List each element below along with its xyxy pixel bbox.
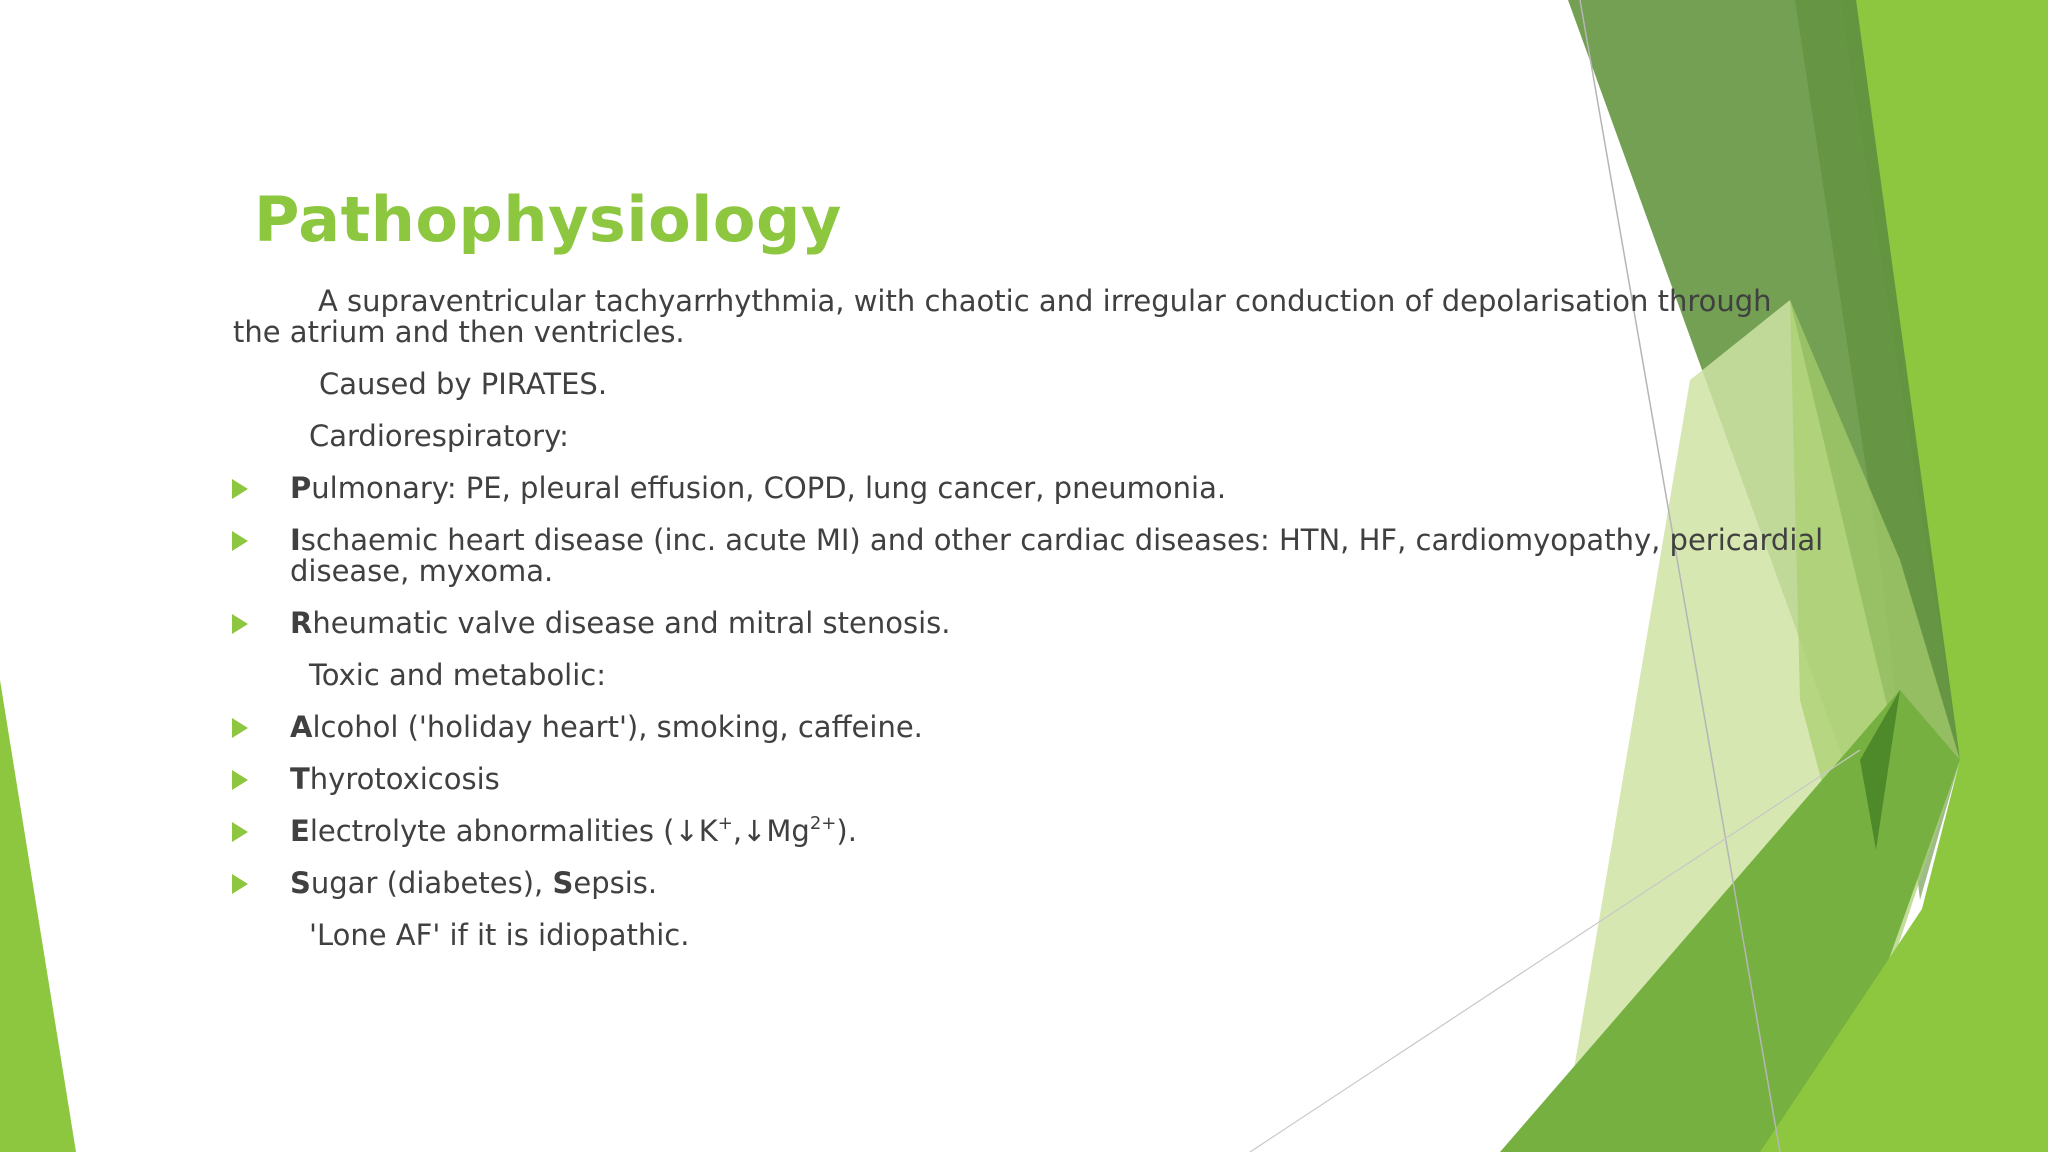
bullet-text: ugar (diabetes), [310, 866, 553, 900]
section-toxic-metabolic: Toxic and metabolic: [309, 658, 607, 692]
bullet-text-2: epsis. [573, 866, 658, 900]
bullet-lead-letter: P [290, 471, 312, 505]
bullet-text: heumatic valve disease and mitral stenosis. [312, 606, 951, 640]
bullet-lead-letter: R [290, 606, 313, 640]
bullet-text-continuation: disease, myxoma. [290, 554, 554, 588]
bullet-arrow-icon [232, 770, 248, 790]
bullet-arrow-icon [232, 479, 248, 499]
bullet-text: ulmonary: PE, pleural effusion, COPD, lung cancer, pneumonia. [311, 471, 1227, 505]
slide-title: Pathophysiology [254, 183, 842, 256]
bullet-arrow-icon [232, 822, 248, 842]
superscript-magnesium: 2+ [809, 813, 837, 834]
superscript-potassium: + [717, 813, 733, 834]
bullet-text: schaemic heart disease (inc. acute MI) and other cardiac diseases: HTN, HF, cardiomyopathy, pericardial [300, 523, 1824, 557]
bullet-text: lectrolyte abnormalities (↓K [309, 814, 718, 848]
caused-by-text: Caused by PIRATES. [319, 367, 608, 401]
bullet-arrow-icon [232, 614, 248, 634]
bullet-arrow-icon [232, 874, 248, 894]
section-cardiorespiratory: Cardiorespiratory: [309, 419, 569, 453]
bullet-lead-letter: I [290, 523, 301, 557]
bullet-lead-letter-2: S [552, 866, 574, 900]
closing-text: 'Lone AF' if it is idiopathic. [309, 918, 690, 952]
bullet-lead-letter: S [290, 866, 311, 900]
intro-line-2: the atrium and then ventricles. [233, 315, 685, 349]
bullet-text-mid: ,↓Mg [732, 814, 810, 848]
bullet-lead-letter: A [290, 710, 313, 744]
bullet-text: hyrotoxicosis [309, 762, 500, 796]
bullet-lead-letter: E [290, 814, 310, 848]
bullet-lead-letter: T [290, 762, 310, 796]
bullet-text-end: ). [836, 814, 857, 848]
bullet-arrow-icon [232, 718, 248, 738]
bullet-text: lcohol ('holiday heart'), smoking, caffeine. [312, 710, 923, 744]
bullet-arrow-icon [232, 531, 248, 551]
intro-line-1: A supraventricular tachyarrhythmia, with chaotic and irregular conduction of depolarisation through [318, 284, 1772, 318]
